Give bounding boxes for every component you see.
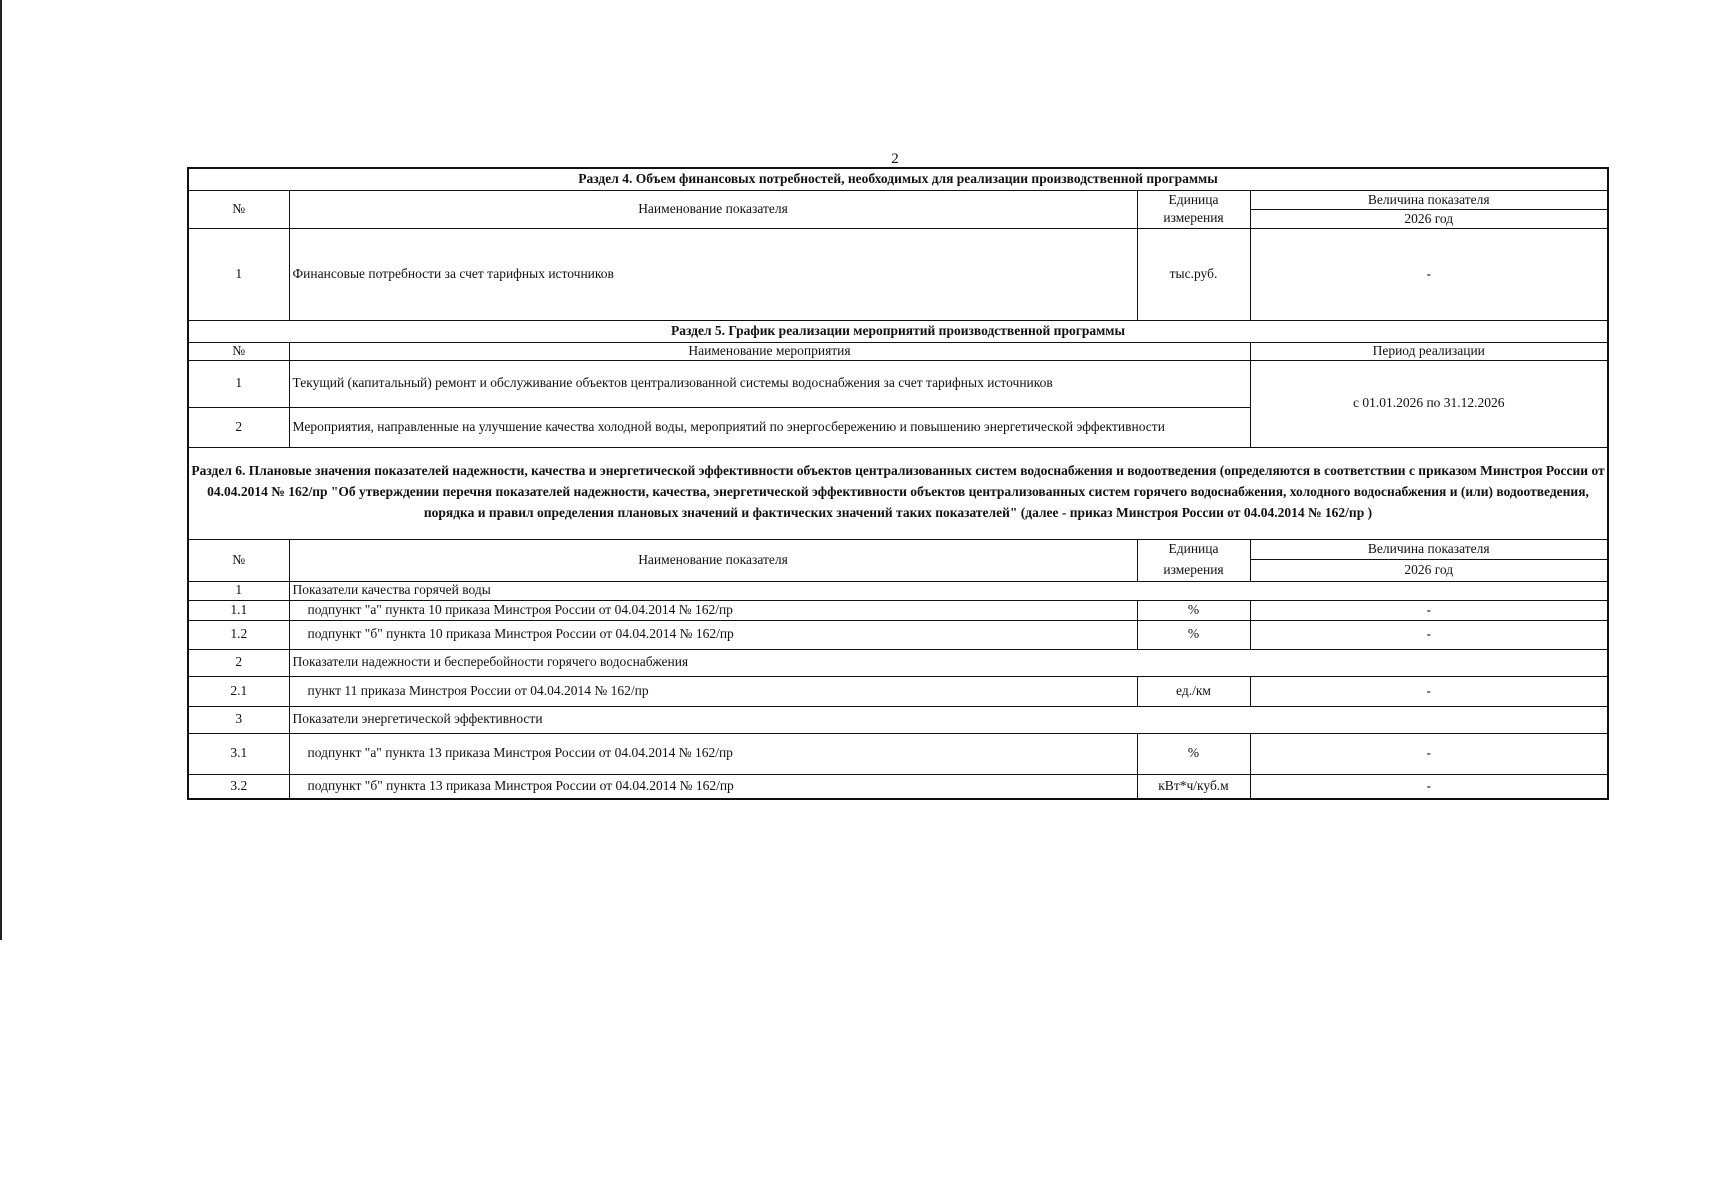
- row-value: -: [1250, 676, 1608, 706]
- row-name: подпункт "б" пункта 10 приказа Минстроя России от 04.04.2014 № 162/пр: [289, 620, 1137, 649]
- section4-head-year: 2026 год: [1250, 210, 1608, 229]
- section4-head-no: №: [188, 191, 289, 229]
- row-no: 3.1: [188, 733, 289, 774]
- table-row: [188, 706, 1608, 733]
- table-row: [188, 620, 1608, 649]
- section4-head-unit-1: Единица: [1137, 191, 1250, 210]
- row-unit: кВт*ч/куб.м: [1137, 774, 1250, 799]
- section4-head-value: Величина показателя: [1250, 191, 1608, 210]
- row-unit: %: [1137, 600, 1250, 620]
- row-no: 1: [188, 581, 289, 600]
- section6-head-value: Величина показателя: [1250, 539, 1608, 559]
- scan-edge: [0, 0, 2, 940]
- table-row: [188, 774, 1608, 799]
- section6-head-unit-1: Единица: [1137, 539, 1250, 559]
- table-row: [188, 733, 1608, 774]
- section5-title: Раздел 5. График реализации мероприятий производственной программы: [188, 321, 1608, 343]
- table-row: [188, 649, 1608, 676]
- row-unit: ед./км: [1137, 676, 1250, 706]
- section6-title: Раздел 6. Плановые значения показателей надежности, качества и энергетической эффективности объектов централизованных систем водоснабжения и водоотведения (определяются в соответствии с приказом Минстроя России от 04.04.2014 № 162/пр "Об утверждении перечня показателей надежности, качества, энергетической эффективности объектов централизованных систем горячего водоснабжения, холодного водоснабжения и (или) водоотведения, порядка и правил определения плановых значений и фактических значений таких показателей" (далее - приказ Минстроя России от 04.04.2014 № 162/пр ): [188, 447, 1608, 539]
- row-value: -: [1250, 620, 1608, 649]
- row-name: подпункт "а" пункта 10 приказа Минстроя России от 04.04.2014 № 162/пр: [289, 600, 1137, 620]
- row-name: подпункт "б" пункта 13 приказа Минстроя России от 04.04.2014 № 162/пр: [289, 774, 1137, 799]
- table-row: [188, 676, 1608, 706]
- row-no: 1.2: [188, 620, 289, 649]
- row-no: 3: [188, 706, 289, 733]
- row-name: Показатели энергетической эффективности: [289, 706, 1608, 733]
- table-row: [188, 229, 1608, 321]
- row-value: -: [1250, 774, 1608, 799]
- section6-head-unit-2: измерения: [1137, 559, 1250, 581]
- program-table: [187, 167, 1609, 800]
- section6-head-year: 2026 год: [1250, 559, 1608, 581]
- section6-head-name: Наименование показателя: [289, 539, 1137, 581]
- section5-head-period: Период реализации: [1250, 343, 1608, 361]
- section4-head-name: Наименование показателя: [289, 191, 1137, 229]
- table-row: [188, 600, 1608, 620]
- document-sheet: [187, 167, 1607, 800]
- row-no: 3.2: [188, 774, 289, 799]
- row-value: -: [1250, 733, 1608, 774]
- section4-head-unit-2: измерения: [1137, 210, 1250, 229]
- page-number: 2: [891, 151, 899, 167]
- row-value: -: [1250, 600, 1608, 620]
- section5-head-no: №: [188, 343, 289, 361]
- row-no: 1: [188, 229, 289, 321]
- row-unit: %: [1137, 733, 1250, 774]
- row-name: Финансовые потребности за счет тарифных источников: [289, 229, 1137, 321]
- row-unit: тыс.руб.: [1137, 229, 1250, 321]
- row-name: Мероприятия, направленные на улучшение качества холодной воды, мероприятий по энергосбережению и повышению энергетической эффективности: [289, 407, 1250, 447]
- row-no: 1.1: [188, 600, 289, 620]
- row-name: Показатели надежности и бесперебойности горячего водоснабжения: [289, 649, 1608, 676]
- row-value: -: [1250, 229, 1608, 321]
- section4-title: Раздел 4. Объем финансовых потребностей, необходимых для реализации производственной программы: [188, 168, 1608, 191]
- row-no: 1: [188, 360, 289, 407]
- section6-head-no: №: [188, 539, 289, 581]
- row-no: 2.1: [188, 676, 289, 706]
- row-unit: %: [1137, 620, 1250, 649]
- section5-period: с 01.01.2026 по 31.12.2026: [1250, 360, 1608, 447]
- row-no: 2: [188, 649, 289, 676]
- row-name: Показатели качества горячей воды: [289, 581, 1608, 600]
- section5-head-name: Наименование мероприятия: [289, 343, 1250, 361]
- table-row: [188, 581, 1608, 600]
- row-name: Текущий (капитальный) ремонт и обслуживание объектов централизованной системы водоснабжения за счет тарифных источников: [289, 360, 1250, 407]
- row-name: подпункт "а" пункта 13 приказа Минстроя России от 04.04.2014 № 162/пр: [289, 733, 1137, 774]
- table-row: [188, 360, 1608, 407]
- row-name: пункт 11 приказа Минстроя России от 04.04.2014 № 162/пр: [289, 676, 1137, 706]
- row-no: 2: [188, 407, 289, 447]
